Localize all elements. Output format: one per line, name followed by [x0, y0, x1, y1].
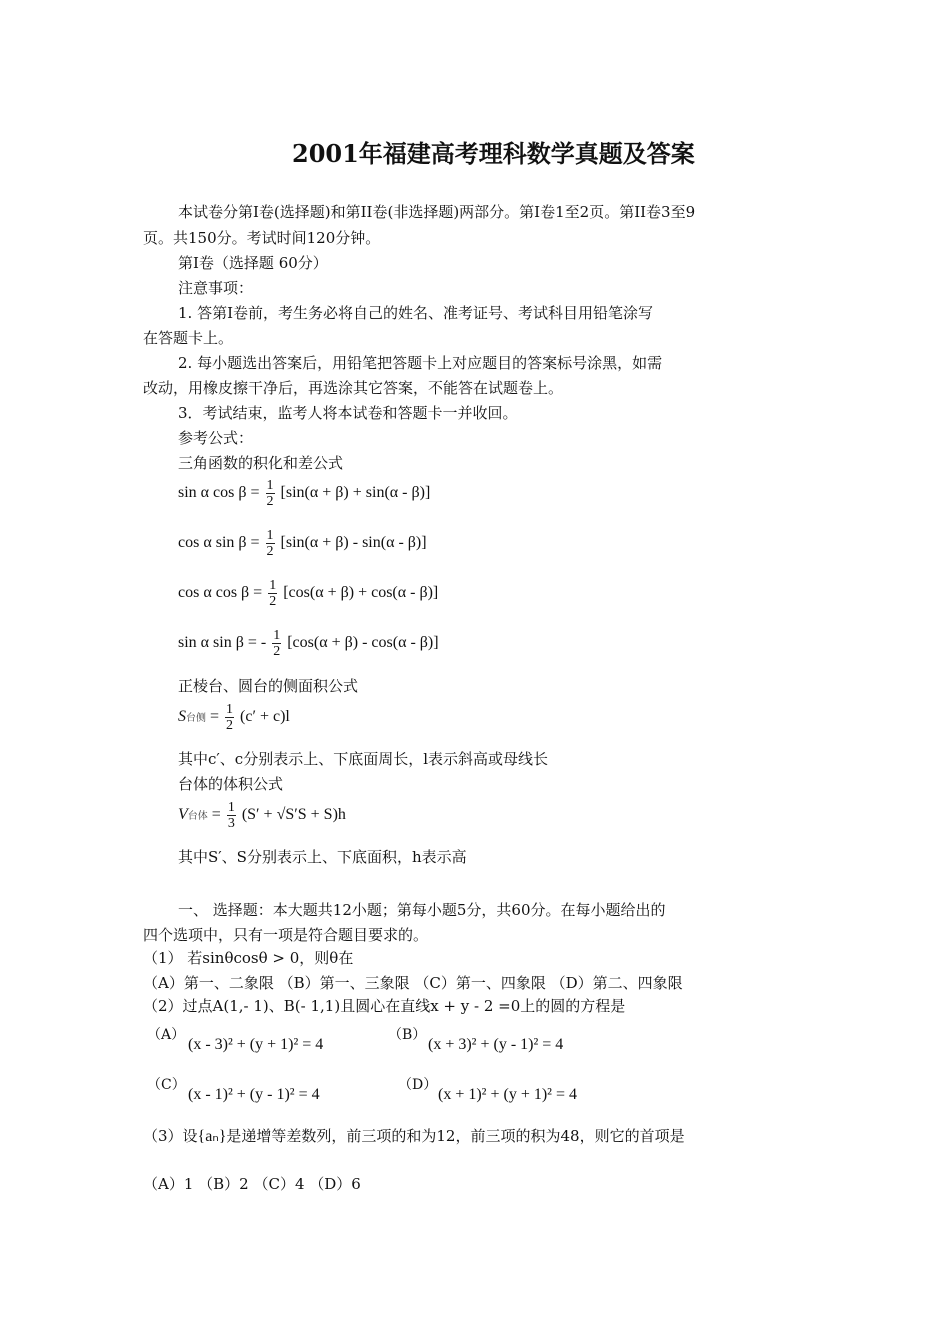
- q2-option-d: (x + 1)² + (y + 1)² = 4: [438, 1086, 577, 1103]
- volume-rhs: (S′ + √S′S + S)h: [241, 806, 346, 824]
- trig-heading: 三角函数的积化和差公式: [178, 454, 344, 472]
- lateral-S: S: [178, 708, 186, 726]
- note-3: 3．考试结束，监考人将本试卷和答题卡一并收回。: [178, 404, 518, 422]
- question-2: （2）过点A(1,- 1)、B(- 1,1)且圆心在直线x + y - 2 =0上的圆的方程是: [143, 997, 626, 1015]
- fraction-third: $\frac{1}{3}$: [227, 800, 235, 831]
- part-intro-a: 一、 选择题：本大题共12小题；第每小题5分，共60分。在每小题给出的: [178, 901, 666, 919]
- formula-heading: 参考公式：: [178, 429, 254, 447]
- formula-3-left: cos α cos β =: [178, 584, 263, 602]
- q2-option-d-label: （D）: [398, 1077, 438, 1093]
- formula-2: [178, 528, 427, 559]
- note-2b: 改动，用橡皮擦干净后，再选涂其它答案，不能答在试题卷上。: [143, 379, 564, 397]
- formula-2-left: cos α sin β =: [178, 534, 260, 552]
- formula-3: [178, 578, 438, 609]
- lateral-rhs: (c′ + c)l: [240, 708, 290, 726]
- q2-option-c-label: （C）: [147, 1077, 186, 1093]
- question-3: [143, 1124, 685, 1149]
- question-3-prefix: （3）设: [143, 1127, 198, 1145]
- q2-option-c: (x - 1)² + (y - 1)² = 4: [188, 1086, 320, 1103]
- part-intro-b: 四个选项中，只有一项是符合题目要求的。: [143, 926, 429, 944]
- formula-2-right: [sin(α + β) - sin(α - β)]: [280, 534, 427, 552]
- formula-1-right: [sin(α + β) + sin(α - β)]: [280, 484, 431, 502]
- lateral-heading: 正棱台、圆台的侧面积公式: [178, 677, 359, 695]
- question-1-options: （A）第一、二象限 （B）第一、三象限 （C）第一、四象限 （D）第二、四象限: [143, 974, 683, 992]
- question-3-text: 是递增等差数列，前三项的和为12，前三项的积为48，则它的首项是: [226, 1127, 685, 1145]
- volume-formula: V台体 = $\frac{1}{3}$ (S′ + √S′S + S)h: [178, 800, 346, 831]
- volume-note: 其中S′、S分别表示上、下底面积，h表示高: [178, 848, 467, 866]
- fraction-half: $\frac{1}{2}$: [269, 578, 277, 609]
- fraction-half: $\frac{1}{2}$: [226, 702, 234, 733]
- lateral-subscript: 台侧: [186, 713, 206, 725]
- page-title: 2001年福建高考理科数学真题及答案: [292, 139, 695, 168]
- question-1: （1） 若sinθcosθ > 0，则θ在: [143, 949, 354, 967]
- volume-V: V: [178, 806, 188, 824]
- q2-option-a: (x - 3)² + (y + 1)² = 4: [188, 1036, 324, 1053]
- formula-4-left: sin α sin β = -: [178, 634, 267, 652]
- q2-option-b-label: （B）: [388, 1027, 427, 1043]
- sequence-symbol: {aₙ}: [197, 1128, 227, 1145]
- lateral-formula: S台侧 = $\frac{1}{2}$ (c′ + c)l: [178, 702, 290, 733]
- question-3-options: （A）1 （B）2 （C）4 （D）6: [143, 1175, 361, 1193]
- q2-option-b: (x + 3)² + (y - 1)² = 4: [428, 1036, 564, 1053]
- formula-3-right: [cos(α + β) + cos(α - β)]: [283, 584, 439, 602]
- note-2a: 2. 每小题选出答案后，用铅笔把答题卡上对应题目的答案标号涂黑，如需: [178, 354, 663, 372]
- volume-subscript: 台体: [187, 811, 208, 823]
- fraction-half: $\frac{1}{2}$: [273, 628, 281, 659]
- intro-line-1: 本试卷分第I卷(选择题)和第II卷(非选择题)两部分。第I卷1至2页。第II卷3至9: [178, 203, 696, 221]
- notes-heading: 注意事项：: [178, 279, 254, 297]
- volume-heading: 台体的体积公式: [178, 775, 284, 793]
- note-1a: 1. 答第I卷前，考生务必将自己的姓名、准考证号、考试科目用铅笔涂写: [178, 304, 654, 322]
- section-heading: 第I卷（选择题 60分）: [178, 254, 328, 272]
- formula-1-left: sin α cos β =: [178, 484, 260, 502]
- formula-4: [178, 628, 439, 659]
- fraction-half: $\frac{1}{2}$: [266, 478, 274, 509]
- note-1b: 在答题卡上。: [143, 329, 234, 347]
- intro-line-2: 页。共150分。考试时间120分钟。: [143, 229, 381, 247]
- fraction-half: $\frac{1}{2}$: [266, 528, 274, 559]
- formula-1: [178, 478, 430, 509]
- lateral-note: 其中c′、c分别表示上、下底面周长，l表示斜高或母线长: [178, 750, 549, 768]
- q2-option-a-label: （A）: [147, 1027, 186, 1043]
- formula-4-right: [cos(α + β) - cos(α - β)]: [287, 634, 439, 652]
